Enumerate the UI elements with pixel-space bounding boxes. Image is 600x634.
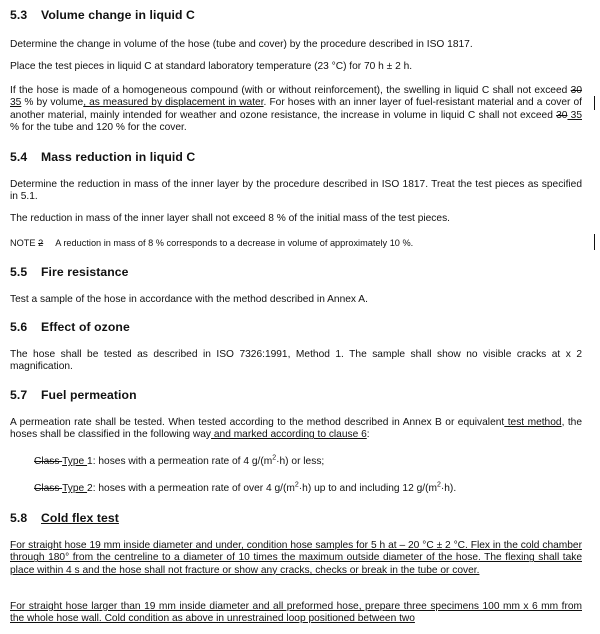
section-5-6-para-1: The hose shall be tested as described in ISO 7326:1991, Method 1. The sample shall show no visible cracks at x 2 magnification. — [10, 349, 582, 373]
section-title: Volume change in liquid C — [41, 8, 195, 22]
inserted-text: 35 — [10, 97, 22, 109]
deleted-text: Class — [34, 456, 63, 467]
section-number: 5.6 — [10, 320, 28, 334]
inserted-text: Type — [62, 483, 88, 494]
text-run: ·h) or less; — [276, 456, 325, 467]
note-label: NOTE — [10, 238, 39, 248]
change-bar — [594, 234, 595, 250]
text-run: . For hoses with an inner layer of fuel-resistant material and a cover of another material, mainly intended for weather and ozone resistance, the increase in volume in liquid C shall not exceed — [10, 97, 582, 121]
inserted-text: test method — [504, 417, 562, 428]
inserted-text: , as measured by displacement in water — [83, 97, 264, 109]
section-number: 5.5 — [10, 265, 28, 279]
deleted-text: 2 — [38, 238, 44, 248]
inserted-text: 35 — [567, 109, 582, 121]
section-5-8-para-1: For straight hose 19 mm inside diameter and under, condition hose samples for 5 h at – 20 °C ± 2 °C. Flex in the cold chamber through 180° from the centreline to a diameter of 10 times the maximum outside diameter of the hose. The flexing shall take place within 4 s and the hose shall not fracture or show any cracks, checks or break in the tube or cover. — [10, 540, 582, 576]
text-run: 1: hoses with a permeation rate of 4 g/(m — [87, 456, 273, 467]
section-5-4-para-1: Determine the reduction in mass of the inner layer by the procedure described in ISO 1817. Treat the test pieces as specified in 5.1. — [10, 179, 582, 203]
section-5-8-para-2: For straight hose larger than 19 mm inside diameter and all preformed hose, prepare three specimens 100 mm x 6 mm from the whole hose wall. Cold condition as above in unrestrained loop positioned between two — [10, 601, 582, 625]
text-run: % for the tube and 120 % for the cover. — [10, 122, 187, 134]
section-5-3-para-3 — [10, 85, 582, 135]
inserted-text: and marked according to clause 6 — [211, 429, 367, 441]
superscript: 2 — [436, 481, 441, 489]
deleted-text: 30 — [556, 109, 568, 121]
section-5-3-para-1: Determine the change in volume of the hose (tube and cover) by the procedure described in ISO 1817. — [10, 39, 473, 50]
text-run: % by volume — [21, 97, 84, 109]
section-number: 5.4 — [10, 150, 28, 164]
section-title: Cold flex test — [41, 511, 119, 525]
inserted-text: Type — [62, 456, 88, 467]
section-5-4-note — [10, 237, 582, 249]
deleted-text: Class — [34, 483, 63, 494]
section-number: 5.7 — [10, 388, 28, 402]
text-run: 2: hoses with a permeation rate of over 4 g/(m — [87, 483, 295, 494]
section-5-7-para-1 — [10, 417, 582, 442]
superscript: 2 — [294, 481, 299, 489]
section-5-4-heading — [10, 151, 195, 163]
section-5-8-heading — [10, 512, 119, 524]
type-2-item — [34, 483, 456, 495]
note-text: A reduction in mass of 8 % corresponds to a decrease in volume of approximately 10 %. — [55, 238, 414, 248]
type-1-item — [34, 456, 324, 468]
change-bar — [594, 96, 595, 110]
section-title: Effect of ozone — [41, 320, 130, 334]
text-run: If the hose is made of a homogeneous compound (with or without reinforcement), the swelling in liquid C shall not exceed — [10, 85, 571, 96]
section-title: Fire resistance — [41, 265, 129, 279]
section-title: Mass reduction in liquid C — [41, 150, 196, 164]
section-title: Fuel permeation — [41, 388, 137, 402]
text-run: : — [366, 429, 370, 441]
section-5-5-para-1: Test a sample of the hose in accordance with the method described in Annex A. — [10, 294, 368, 305]
text-run: A permeation rate shall be tested. When tested according to the method described in Annex B or equivalent — [10, 417, 505, 428]
section-number: 5.8 — [10, 511, 28, 525]
text-run: , the hoses shall be classified in the following way — [10, 417, 583, 441]
section-5-3-heading — [10, 9, 195, 21]
section-5-5-heading — [10, 266, 129, 278]
section-5-4-para-2: The reduction in mass of the inner layer shall not exceed 8 % of the initial mass of the test pieces. — [10, 213, 450, 224]
section-5-7-heading — [10, 389, 137, 401]
section-5-3-para-2: Place the test pieces in liquid C at standard laboratory temperature (23 °C) for 70 h ± 2 h. — [10, 61, 413, 72]
deleted-text: 30 — [570, 85, 582, 96]
text-run: ·h). — [440, 483, 457, 494]
text-run: ·h) up to and including 12 g/(m — [298, 483, 437, 494]
section-5-6-heading — [10, 321, 130, 333]
section-number: 5.3 — [10, 8, 28, 22]
superscript: 2 — [272, 454, 277, 462]
